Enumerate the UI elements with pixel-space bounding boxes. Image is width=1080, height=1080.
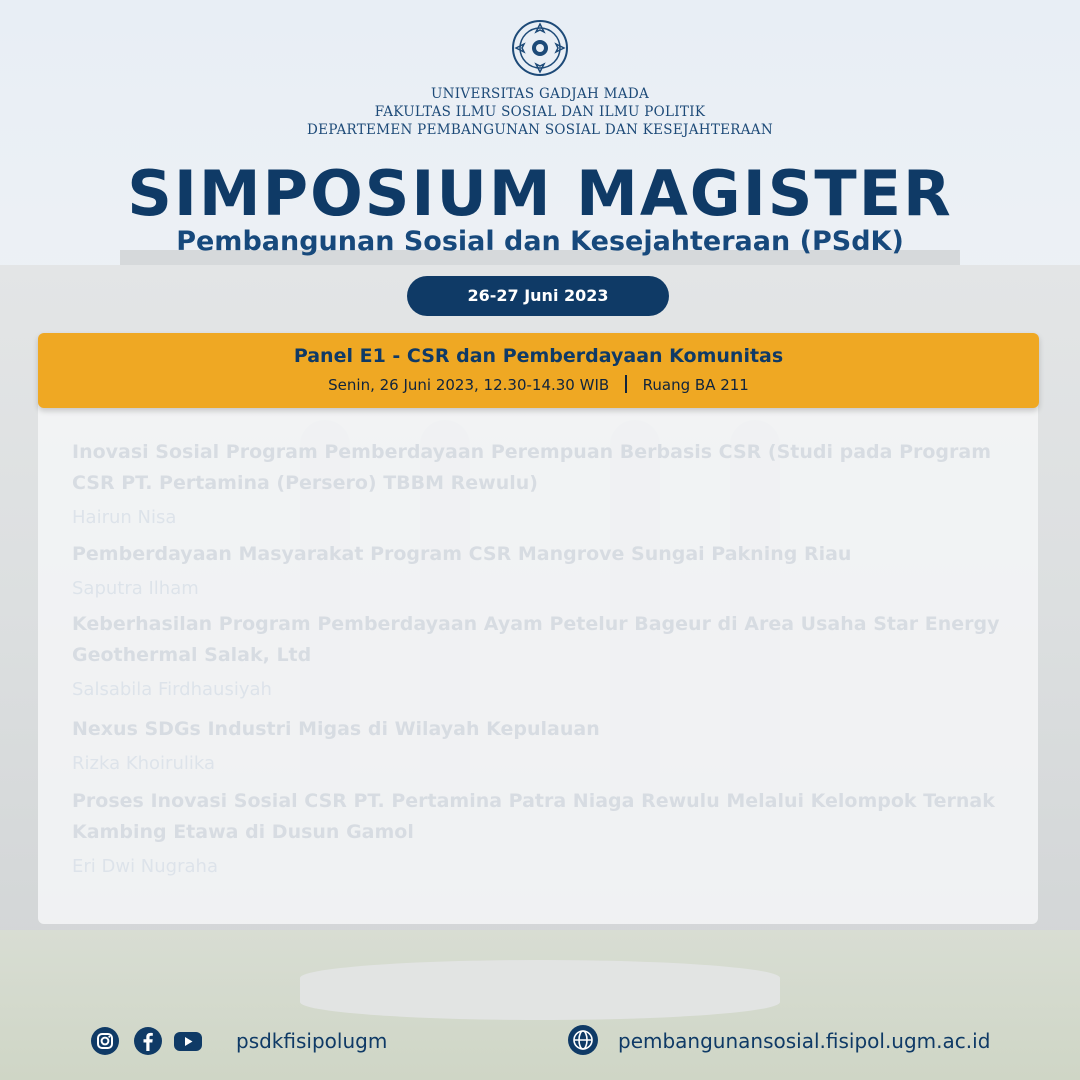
separator — [625, 375, 627, 393]
faculty-name: FAKULTAS ILMU SOSIAL DAN ILMU POLITIK — [374, 104, 706, 120]
panel-schedule: Senin, 26 Juni 2023, 12.30-14.30 WIB — [328, 376, 610, 394]
university-name: UNIVERSITAS GADJAH MADA — [430, 86, 650, 102]
event-subtitle: Pembangunan Sosial dan Kesejahteraan (PSdK) — [176, 226, 904, 257]
facebook-icon[interactable] — [133, 1026, 163, 1056]
social-handle[interactable]: psdkfisipolugm — [236, 1029, 388, 1053]
ugm-seal-icon — [510, 18, 570, 78]
panel-title: Panel E1 - CSR dan Pemberdayaan Komunitas — [293, 345, 784, 367]
event-title: SIMPOSIUM MAGISTER — [127, 157, 953, 230]
event-date-badge: 26-27 Juni 2023 — [407, 276, 669, 316]
instagram-icon[interactable] — [90, 1026, 120, 1056]
department-name: DEPARTEMEN PEMBANGUNAN SOSIAL DAN KESEJAHTERAAN — [307, 122, 773, 138]
globe-icon — [567, 1024, 599, 1056]
youtube-icon[interactable] — [173, 1026, 203, 1056]
papers-card — [38, 400, 1038, 924]
panel-info — [38, 375, 1039, 394]
panel-banner — [38, 333, 1039, 408]
website-link[interactable]: pembangunansosial.fisipol.ugm.ac.id — [618, 1029, 991, 1053]
footer — [0, 1020, 1080, 1060]
panel-room: Ruang BA 211 — [642, 376, 749, 394]
